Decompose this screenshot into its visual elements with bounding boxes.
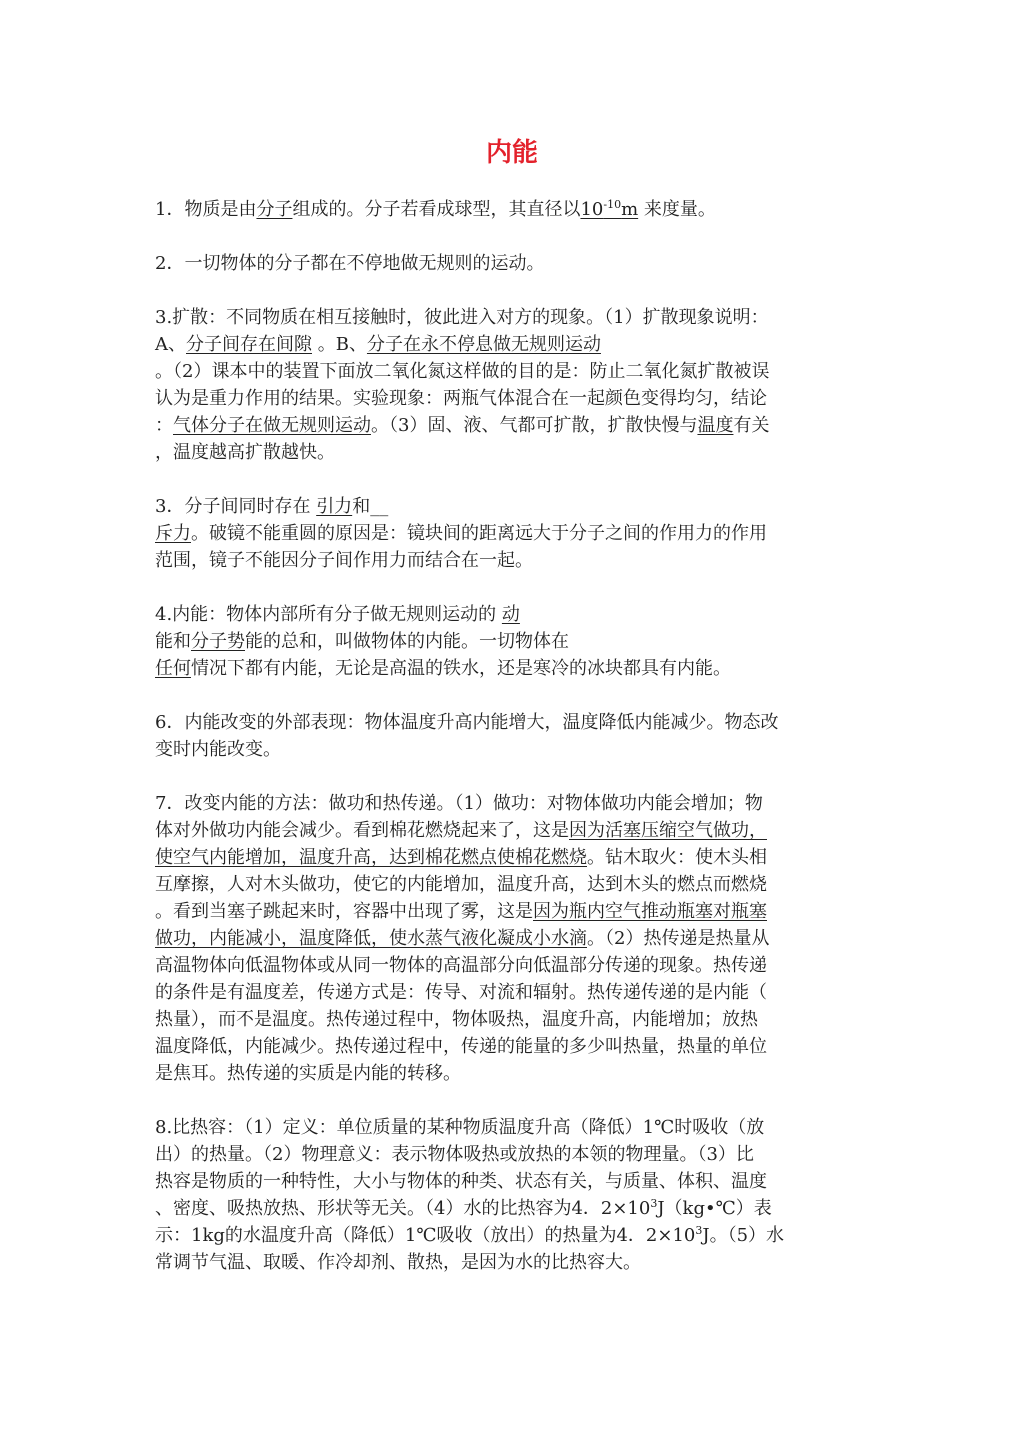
paragraph-7-line-4: 互摩擦，人对木头做功，使它的内能增加，温度升高，达到木头的燃点而燃烧	[155, 874, 767, 895]
paragraph-7-line-9: 热量），而不是温度。热传递过程中，物体吸热，温度升高，内能增加；放热	[155, 1009, 758, 1030]
paragraph-4-line-1: 3．分子间同时存在 引力和__	[155, 496, 389, 517]
paragraph-7-line-2: 体对外做功内能会减少。看到棉花燃烧起来了，这是因为活塞压缩空气做功，	[155, 820, 767, 841]
paragraph-8-line-1: 8.比热容：（1）定义：单位质量的某种物质温度升高（降低）1℃时吸收（放	[155, 1117, 765, 1138]
answer-piston: 因为活塞压缩空气做功，	[569, 820, 767, 841]
answer-potential: 分子势	[191, 631, 245, 652]
paragraph-3-line-3: 。（2）课本中的装置下面放二氧化氮这样做的目的是：防止二氧化氮扩散被误	[155, 361, 770, 382]
answer-repulsion: 斥力	[155, 523, 191, 544]
answer-any: 任何	[155, 658, 191, 679]
paragraph-4-line-2: 斥力。破镜不能重圆的原因是：镜块间的距离远大于分子之间的作用力的作用	[155, 523, 767, 544]
paragraph-1-line-1: 1．物质是由分子组成的。分子若看成球型，其直径以$10^{-10}m$ 来度量。	[155, 198, 716, 220]
paragraph-7-line-8: 的条件是有温度差，传递方式是：传导、对流和辐射。热传递传递的是内能（	[155, 982, 767, 1003]
paragraph-8	[155, 1114, 875, 1276]
paragraph-5-line-2: 能和分子势能的总和，叫做物体的内能。一切物体在	[155, 631, 569, 652]
page-title: 内能	[485, 138, 538, 168]
paragraph-3-line-6: ，温度越高扩散越快。	[155, 442, 335, 463]
paragraph-4	[155, 493, 875, 574]
answer-gas-motion: 气体分子在做无规则运动	[173, 415, 371, 436]
answer-motion: 分子在永不停息做无规则运动	[366, 334, 601, 355]
paragraph-2-line-1: 2．一切物体的分子都在不停地做无规则的运动。	[155, 253, 545, 274]
paragraph-8-line-4: 、密度、吸热放热、形状等无关。（4）水的比热容为4．$2\times 10^3J(kg•℃)$表	[155, 1197, 772, 1219]
blank-line: __	[370, 496, 389, 517]
answer-molecule: 分子	[256, 199, 293, 220]
paragraph-3-line-5: ：气体分子在做无规则运动。（3）固、液、气都可扩散，扩散快慢与温度有关	[155, 415, 770, 436]
paragraph-3-line-4: 认为是重力作用的结果。实验现象：两瓶气体混合在一起颜色变得均匀，结论	[155, 388, 767, 409]
paragraph-8-line-5: 示：1kg的水温度升高（降低）1℃吸收（放出）的热量为4．$2\times 10^3J$。（5）水	[155, 1224, 785, 1246]
answer-kinetic: 动	[501, 604, 520, 625]
paragraph-6	[155, 709, 875, 763]
answer-cotton-burn: 使空气内能增加，温度升高，达到棉花燃点使棉花燃烧	[155, 847, 587, 868]
paragraph-7-line-1: 7．改变内能的方法：做功和热传递。（1）做功：对物体做功内能会增加；物	[155, 793, 763, 814]
paragraph-7-line-5: 。看到当塞子跳起来时，容器中出现了雾，这是因为瓶内空气推动瓶塞对瓶塞	[155, 901, 767, 922]
answer-stopper: 因为瓶内空气推动瓶塞对瓶塞	[533, 901, 767, 922]
paragraph-5-line-3: 任何情况下都有内能，无论是高温的铁水，还是寒冷的冰块都具有内能。	[155, 658, 731, 679]
paragraph-8-line-6: 常调节气温、取暖、作冷却剂、散热，是因为水的比热容大。	[155, 1252, 641, 1273]
paragraph-4-line-3: 范围，镜子不能因分子间作用力而结合在一起。	[155, 550, 533, 571]
document-body	[155, 196, 875, 1276]
answer-condensation: 做功，内能减小，温度降低，使水蒸气液化凝成小水滴	[155, 928, 587, 949]
paragraph-7-line-10: 温度降低，内能减少。热传递过程中，传递的能量的多少叫热量，热量的单位	[155, 1036, 767, 1057]
paragraph-6-line-1: 6．内能改变的外部表现：物体温度升高内能增大，温度降低内能减少。物态改	[155, 712, 779, 733]
paragraph-7-line-6: 做功，内能减小，温度降低，使水蒸气液化凝成小水滴。（2）热传递是热量从	[155, 928, 770, 949]
paragraph-3-line-1: 3.扩散：不同物质在相互接触时，彼此进入对方的现象。（1）扩散现象说明：	[155, 307, 769, 328]
paragraph-8-line-2: 出）的热量。（2）物理意义：表示物体吸热或放热的本领的物理量。（3）比	[155, 1144, 754, 1165]
paragraph-2	[155, 250, 875, 277]
paragraph-3-line-2: A、分子间存在间隙 。B、分子在永不停息做无规则运动	[155, 334, 601, 355]
paragraph-7-line-7: 高温物体向低温物体或从同一物体的高温部分向低温部分传递的现象。热传递	[155, 955, 767, 976]
paragraph-6-line-2: 变时内能改变。	[155, 739, 281, 760]
paragraph-7	[155, 790, 875, 1087]
paragraph-7-line-11: 是焦耳。热传递的实质是内能的转移。	[155, 1063, 461, 1084]
paragraph-5-line-1: 4.内能：物体内部所有分子做无规则运动的 动	[155, 604, 520, 625]
paragraph-7-line-3: 使空气内能增加，温度升高，达到棉花燃点使棉花燃烧。钻木取火：使木头相	[155, 847, 767, 868]
answer-gap: 分子间存在间隙	[186, 334, 312, 355]
answer-temperature: 温度	[697, 415, 734, 436]
paragraph-8-line-3: 热容是物质的一种特性，大小与物体的种类、状态有关，与质量、体积、温度	[155, 1171, 767, 1192]
paragraph-1	[155, 196, 875, 223]
paragraph-3	[155, 304, 875, 466]
answer-attraction: 引力	[316, 496, 353, 517]
answer-diameter-unit: $10^{-10}m$	[580, 198, 639, 220]
paragraph-5	[155, 601, 875, 682]
